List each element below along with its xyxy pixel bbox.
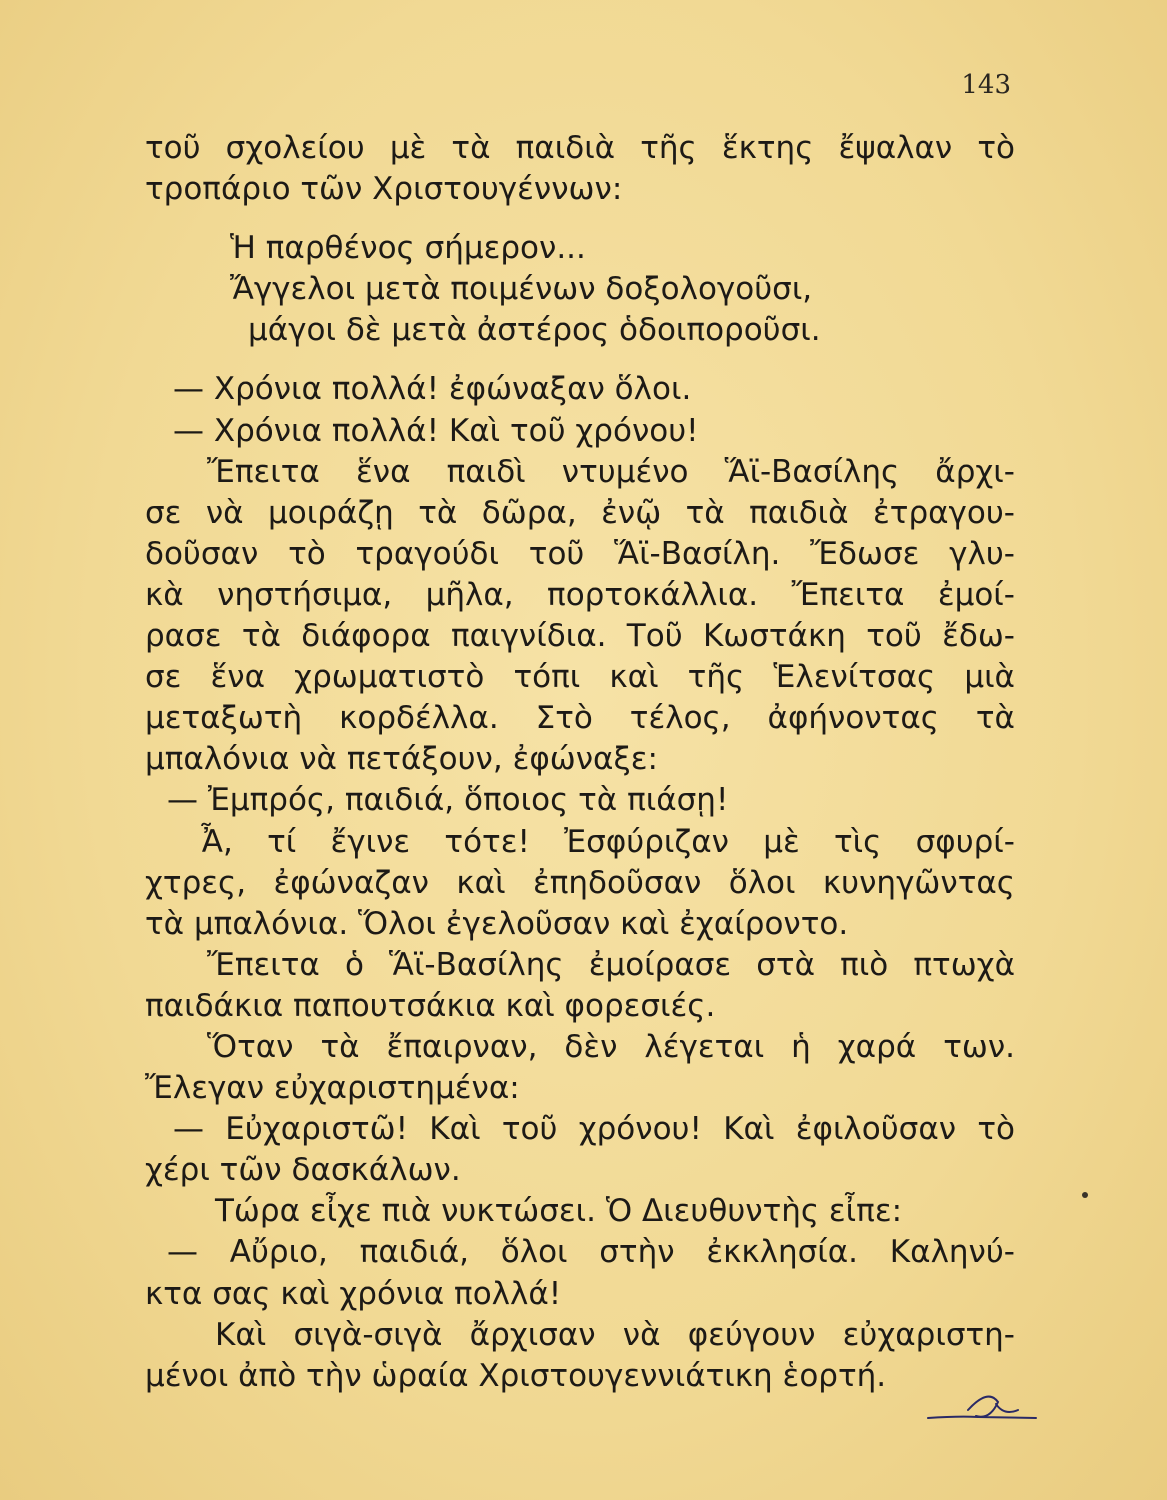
hymn-line: μάγοι δὲ μετὰ ἀστέρος ὁδοιποροῦσι. (248, 312, 821, 349)
page-speck (1082, 1192, 1088, 1198)
text-line: κτα σας καὶ χρόνια πολλά! (145, 1275, 562, 1312)
text-line: μπαλόνια νὰ πετάξουν, ἐφώναξε: (145, 741, 658, 778)
text-line: μένοι ἀπὸ τὴν ὡραία Χριστουγεννιάτικη ἑορτή. (145, 1357, 887, 1394)
text-line: Ἆ, τί ἔγινε τότε! Ἐσφύριζαν μὲ τὶς σφυρί- (201, 823, 1015, 860)
text-line: χέρι τῶν δασκάλων. (145, 1152, 461, 1189)
text-line: Ὅταν τὰ ἔπαιρναν, δὲν λέγεται ἡ χαρά των. (207, 1028, 1015, 1065)
text-line: μεταξωτὴ κορδέλλα. Στὸ τέλος, ἀφήνοντας τὰ (145, 700, 1015, 737)
text-line: Ἔπειτα ὁ Ἅϊ-Βασίλης ἐμοίρασε στὰ πιὸ πτωχὰ (207, 946, 1015, 983)
text-line: τὰ μπαλόνια. Ὅλοι ἐγελοῦσαν καὶ ἐχαίροντο. (145, 905, 849, 942)
text-line: δοῦσαν τὸ τραγούδι τοῦ Ἅϊ-Βασίλη. Ἔδωσε γλυ- (145, 535, 1015, 572)
dialogue-line: — Χρόνια πολλά! Καὶ τοῦ χρόνου! (173, 412, 699, 449)
text-line: Τώρα εἶχε πιὰ νυκτώσει. Ὁ Διευθυντὴς εἶπε: (215, 1193, 903, 1230)
text-line: κὰ νηστήσιμα, μῆλα, πορτοκάλλια. Ἔπειτα ἐμοί- (145, 576, 1015, 613)
text-line: σε νὰ μοιράζῃ τὰ δῶρα, ἐνῷ τὰ παιδιὰ ἐτραγου- (145, 494, 1015, 531)
handwritten-mark (918, 1380, 1038, 1430)
text-line: τοῦ σχολείου μὲ τὰ παιδιὰ τῆς ἕκτης ἔψαλαν τὸ (145, 130, 1015, 166)
page-text (145, 128, 1015, 1397)
hymn-line: Ἄγγελοι μετὰ ποιμένων δοξολογοῦσι, (230, 271, 813, 308)
text-line: χτρες, ἐφώναζαν καὶ ἐπηδοῦσαν ὅλοι κυνηγῶντας (145, 864, 1015, 901)
text-line: Ἔλεγαν εὐχαριστημένα: (145, 1070, 520, 1107)
text-line: σε ἕνα χρωματιστὸ τόπι καὶ τῆς Ἑλενίτσας μιὰ (145, 659, 1015, 696)
text-line: παιδάκια παπουτσάκια καὶ φορεσιές. (145, 987, 716, 1024)
dialogue-line: — Ἐμπρός, παιδιά, ὅποιος τὰ πιάσῃ! (167, 782, 729, 819)
text-line: ρασε τὰ διάφορα παιγνίδια. Τοῦ Κωστάκη τοῦ ἔδω- (145, 618, 1015, 655)
dialogue-line: — Εὐχαριστῶ! Καὶ τοῦ χρόνου! Καὶ ἐφιλοῦσαν τὸ (173, 1111, 1015, 1148)
hymn-line: Ἡ παρθένος σήμερον... (230, 230, 586, 267)
dialogue-line: — Αὔριο, παιδιά, ὅλοι στὴν ἐκκλησία. Καληνύ- (167, 1234, 1015, 1271)
page-number: 143 (961, 70, 1011, 100)
dialogue-line: — Χρόνια πολλά! ἐφώναξαν ὅλοι. (173, 371, 692, 408)
text-line: Καὶ σιγὰ-σιγὰ ἄρχισαν νὰ φεύγουν εὐχαριστη- (215, 1316, 1015, 1353)
text-line: τροπάριο τῶν Χριστουγέννων: (145, 171, 623, 208)
text-line: Ἔπειτα ἕνα παιδὶ ντυμένο Ἅϊ-Βασίλης ἄρχι- (207, 453, 1015, 490)
